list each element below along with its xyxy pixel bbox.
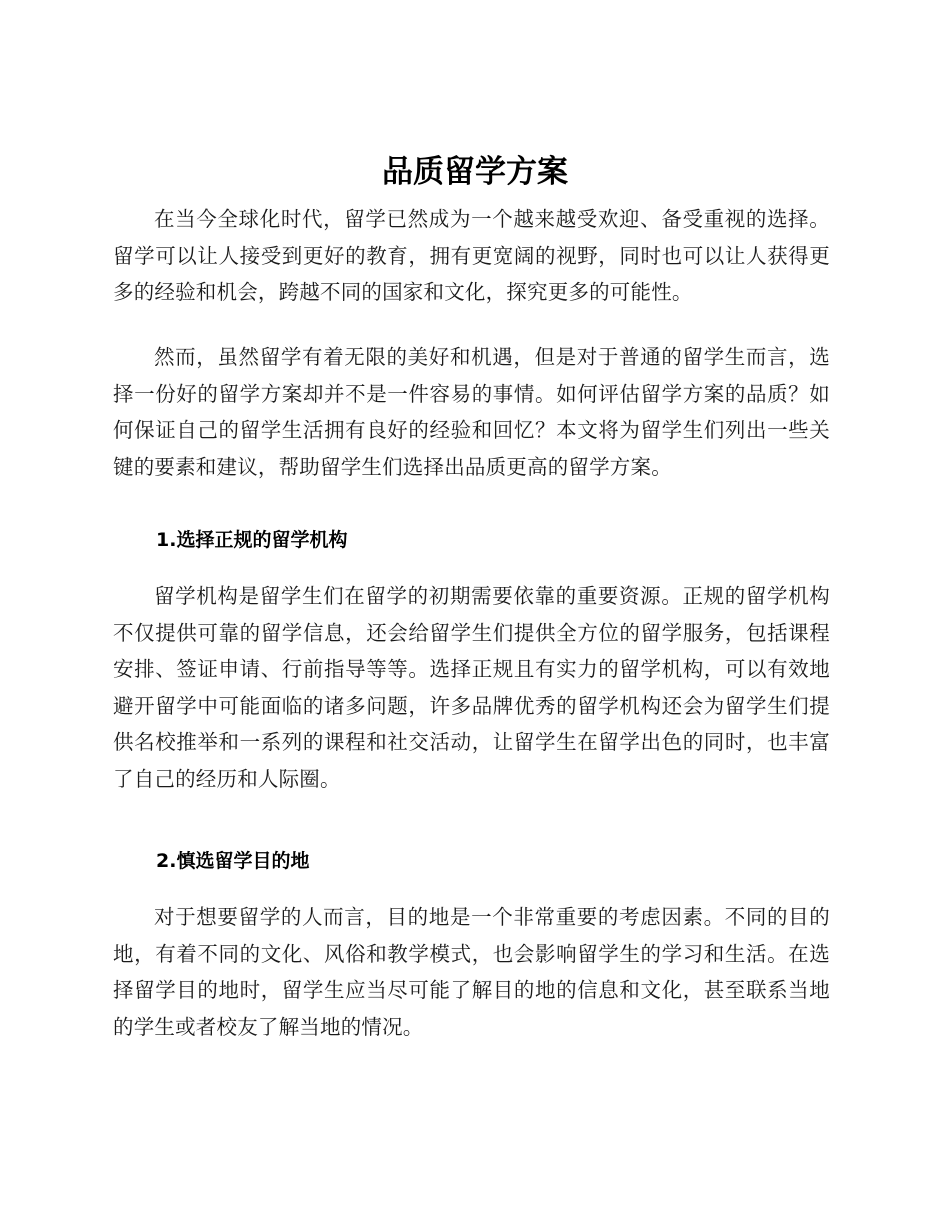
section-body-1: 留学机构是留学生们在留学的初期需要依靠的重要资源。正规的留学机构不仅提供可靠的留学信息，还会给留学生们提供全方位的留学服务，包括课程安排、签证申请、行前指导等等。选择正规且有实力的留学机构，可以有效地避开留学中可能面临的诸多问题，许多品牌优秀的留学机构还会为留学生们提供名校推举和一系列的课程和社交活动，让留学生在留学出色的同时，也丰富了自己的经历和人际圈。 [113, 584, 830, 791]
section-body-2: 对于想要留学的人而言，目的地是一个非常重要的考虑因素。不同的目的地，有着不同的文化、风俗和教学模式，也会影响留学生的学习和生活。在选择留学目的地时，留学生应当尽可能了解目的地的信息和文化，甚至联系当地的学生或者校友了解当地的情况。 [113, 905, 830, 1039]
section-heading-2: 2.慎选留学目的地 [156, 850, 310, 872]
intro-paragraph-2: 然而，虽然留学有着无限的美好和机遇，但是对于普通的留学生而言，选择一份好的留学方案却并不是一件容易的事情。如何评估留学方案的品质？如何保证自己的留学生活拥有良好的经验和回忆？本文将为留学生们列出一些关键的要素和建议，帮助留学生们选择出品质更高的留学方案。 [113, 345, 830, 479]
section-heading-1: 1.选择正规的留学机构 [156, 529, 348, 551]
document-title: 品质留学方案 [382, 154, 568, 190]
intro-paragraph-1: 在当今全球化时代，留学已然成为一个越来越受欢迎、备受重视的选择。留学可以让人接受到更好的教育，拥有更宽阔的视野，同时也可以让人获得更多的经验和机会，跨越不同的国家和文化，探究更多的可能性。 [113, 207, 830, 305]
